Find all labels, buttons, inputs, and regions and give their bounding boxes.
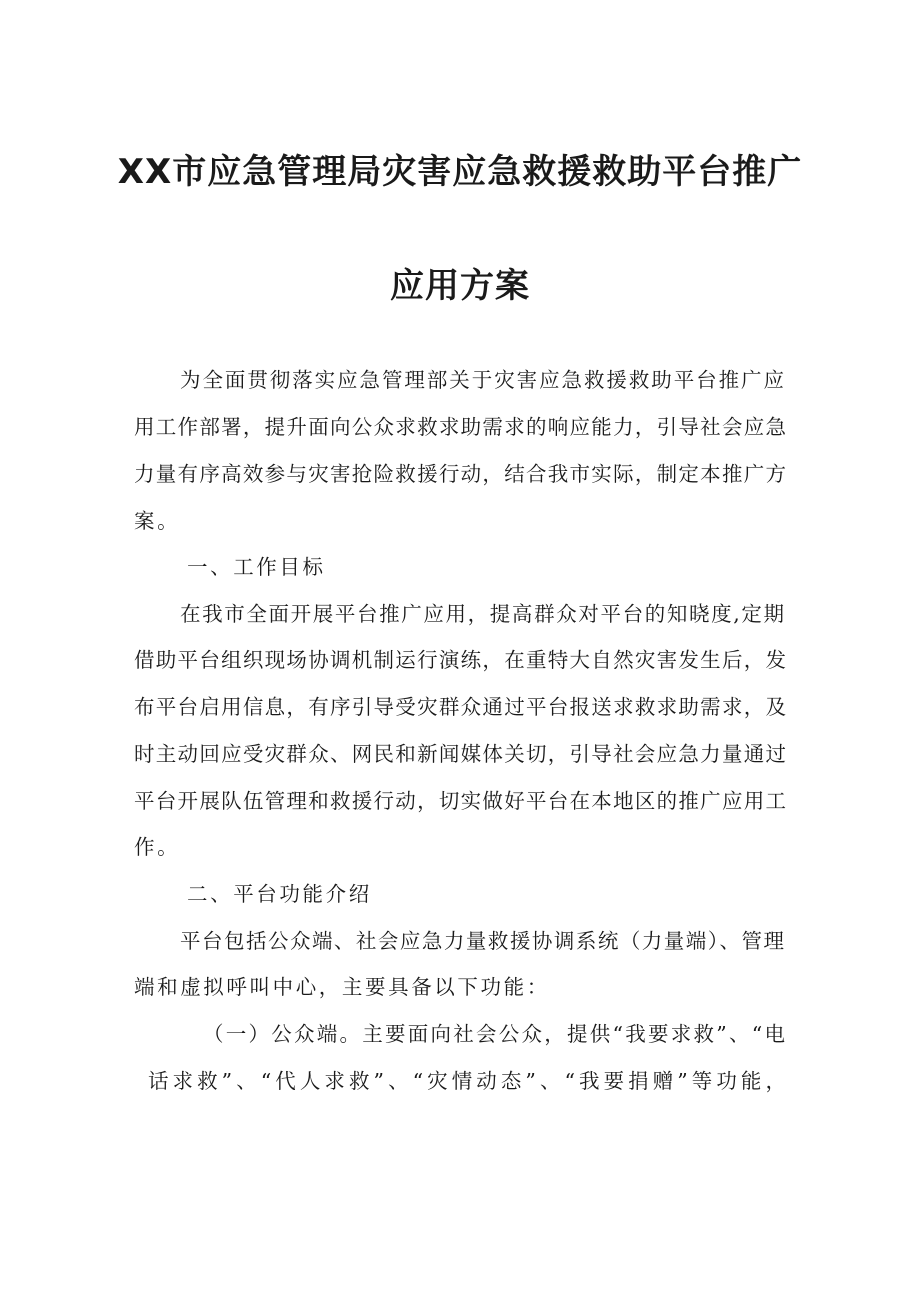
intro-line-2: 用工作部署，提升面向公众求救求助需求的响应能力，引导社会应急 xyxy=(134,415,786,439)
section2-line-2: 端和虚拟呼叫中心，主要具备以下功能： xyxy=(134,975,550,999)
section1-line-2: 借助平台组织现场协调机制运行演练，在重特大自然灾害发生后，发 xyxy=(134,648,786,672)
subsection1-line-2: 话求救”、“代人求救”、“灾情动态”、“我要捐赠”等功能， xyxy=(148,1069,786,1093)
section1-line-6: 作。 xyxy=(134,835,181,859)
intro-line-3: 力量有序高效参与灾害抢险救援行动，结合我市实际，制定本推广方 xyxy=(134,462,786,486)
section1-heading: 一、工作目标 xyxy=(187,555,326,579)
section2-line-1: 平台包括公众端、社会应急力量救援协调系统（力量端）、管理 xyxy=(180,929,784,953)
section1-line-3: 布平台启用信息，有序引导受灾群众通过平台报送求救求助需求，及 xyxy=(134,695,786,719)
intro-line-1: 为全面贯彻落实应急管理部关于灾害应急救援救助平台推广应 xyxy=(180,368,784,392)
section1-line-1: 在我市全面开展平台推广应用，提高群众对平台的知晓度,定期 xyxy=(180,602,784,626)
document-title-line1: XX市应急管理局灾害应急救援救助平台推广 xyxy=(117,152,803,192)
intro-line-4: 案。 xyxy=(134,509,181,533)
section2-heading: 二、平台功能介绍 xyxy=(187,882,372,906)
document-title-line2: 应用方案 xyxy=(390,266,530,306)
section1-line-5: 平台开展队伍管理和救援行动，切实做好平台在本地区的推广应用工 xyxy=(134,789,786,813)
section1-line-4: 时主动回应受灾群众、网民和新闻媒体关切，引导社会应急力量通过 xyxy=(134,742,786,766)
subsection1-line-1: （一）公众端。主要面向社会公众，提供“我要求救”、“电 xyxy=(203,1022,785,1046)
